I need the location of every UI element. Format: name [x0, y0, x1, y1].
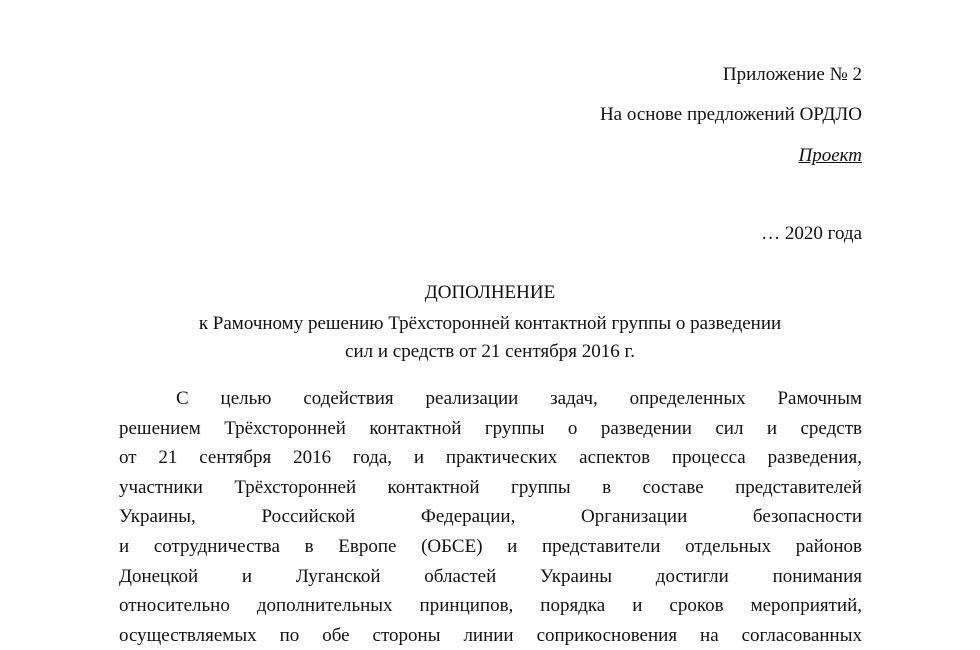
document-subtitle-line-1: к Рамочному решению Трёхсторонней контактной группы о разведении — [198, 313, 782, 334]
body-line: С целью содействия реализации задач, определенных Рамочным — [176, 388, 862, 409]
document-heading: ДОПОЛНЕНИЕ — [424, 282, 556, 303]
body-line: от 21 сентября 2016 года, и практических аспектов процесса разведения, — [119, 447, 862, 469]
body-line: решением Трёхсторонней контактной группы о разведении сил и средств — [119, 417, 862, 439]
body-paragraph — [119, 384, 862, 650]
appendix-number: Приложение № 2 — [722, 64, 862, 85]
body-line: Украины, Российской Федерации, Организации безопасности — [119, 506, 862, 528]
basis-note: На основе предложений ОРДЛО — [599, 104, 862, 125]
draft-label: Проект — [798, 145, 862, 166]
body-line: относительно дополнительных принципов, порядка и сроков мероприятий, — [119, 595, 862, 617]
body-line: Донецкой и Луганской областей Украины достигли понимания — [119, 565, 862, 587]
body-line: осуществляемых по обе стороны линии соприкосновения на согласованных — [119, 624, 862, 646]
document-date: … 2020 года — [761, 223, 862, 244]
body-line: участники Трёхсторонней контактной группы в составе представителей — [119, 476, 862, 498]
body-line: и сотрудничества в Европе (ОБСЕ) и представители отдельных районов — [119, 535, 862, 557]
document-subtitle-line-2: сил и средств от 21 сентября 2016 г. — [345, 341, 635, 362]
